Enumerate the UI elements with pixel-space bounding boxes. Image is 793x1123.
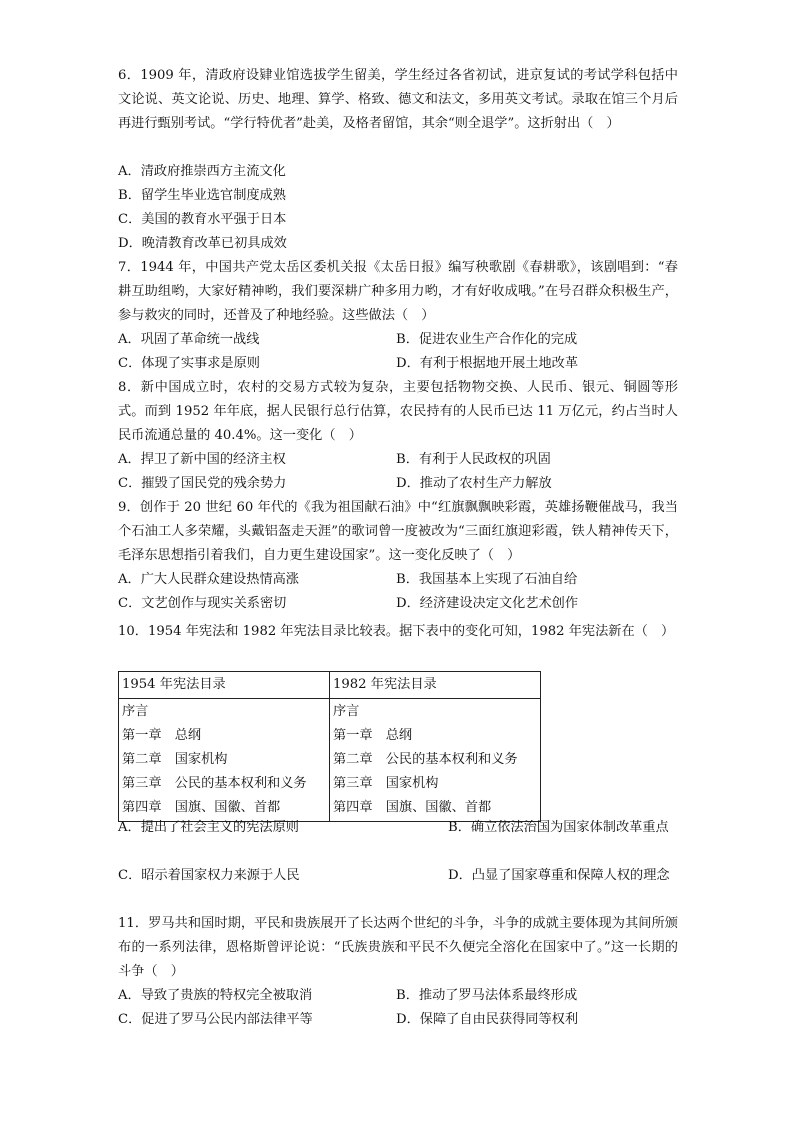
- table-line: 第三章 公民的基本权利和义务: [122, 776, 307, 791]
- question-8-stem: 8．新中国成立时，农村的交易方式较为复杂，主要包括物物交换、人民币、银元、铜圆等形式。而到 1952 年年底，据人民银行总行估算，农民持有的人民币已达 11 万亿元，约占当时人民币流通总量的 40.4%。这一变化（ ）: [118, 380, 678, 443]
- option-d: D．保障了自由民获得同等权利: [396, 1012, 579, 1027]
- option-c: C．促进了罗马公民内部法律平等: [118, 1012, 313, 1027]
- option-a: A．导致了贵族的特权完全被取消: [118, 988, 313, 1003]
- option-d: D．经济建设决定文化艺术创作: [396, 596, 579, 611]
- table-header-row: [119, 672, 541, 699]
- question-10-stem: 10．1954 年宪法和 1982 年宪法目录比较表。据下表中的变化可知，1982 年宪法新在（ ）: [118, 624, 675, 639]
- option-a: A．广大人民群众建设热情高涨: [118, 572, 299, 587]
- option-b: B．有利于人民政权的巩固: [396, 452, 551, 467]
- option-d: D．推动了农村生产力解放: [396, 476, 552, 491]
- question-7-stem: 7．1944 年，中国共产党太岳区委机关报《太岳日报》编写秧歌剧《春耕歌》，该剧唱到：“春耕互助组哟，大家好精神哟，我们要深耕广种多用力哟，才有好收成哦。”在号召群众积极生产，参与救灾的同时，还普及了种地经验。这些做法（ ）: [118, 260, 678, 323]
- table-line: 第一章 总纲: [333, 728, 413, 743]
- table-line: 第一章 总纲: [122, 728, 202, 743]
- option-a: A．提出了社会主义的宪法原则: [118, 820, 299, 835]
- option-a: A．巩固了革命统一战线: [118, 332, 260, 347]
- table-body-row: [119, 699, 541, 822]
- table-line: 序言: [122, 704, 149, 719]
- question-8-options: [118, 448, 678, 496]
- question-6-options: [118, 160, 678, 256]
- option-b: B．促进农业生产合作化的完成: [396, 332, 578, 347]
- table-line: 第二章 国家机构: [122, 752, 228, 767]
- table-line: 序言: [333, 704, 360, 719]
- question-7-options: [118, 328, 678, 376]
- option-b: B．推动了罗马法体系最终形成: [396, 988, 578, 1003]
- option-c: C．美国的教育水平强于日本: [118, 212, 287, 227]
- option-a: A．清政府推崇西方主流文化: [118, 164, 286, 179]
- question-11-stem: 11．罗马共和国时期，平民和贵族展开了长达两个世纪的斗争，斗争的成就主要体现为其间所颁布的一系列法律，恩格斯曾评论说：“氏族贵族和平民不久便完全溶化在国家中了。”这一长期的斗争（ ）: [118, 916, 678, 979]
- option-d: D．凸显了国家尊重和保障人权的理念: [448, 868, 670, 883]
- constitution-comparison-table: [118, 671, 541, 822]
- table-line: 第二章 公民的基本权利和义务: [333, 752, 518, 767]
- question-6-stem: 6．1909 年，清政府设肄业馆选拔学生留美，学生经过各省初试，进京复试的考试学科包括中文论说、英文论说、历史、地理、算学、格致、德文和法文，多用英文考试。录取在馆三个月后再进行甄别考试。“学行特优者”赴美，及格者留馆，其余“则全退学”。这折射出（ ）: [118, 68, 678, 131]
- option-d: D．晚清教育改革已初具成效: [118, 236, 287, 251]
- table-line: 第四章 国旗、国徽、首都: [333, 800, 492, 815]
- option-b: B．确立依法治国为国家体制改革重点: [448, 820, 669, 835]
- option-c: C．昭示着国家权力来源于人民: [118, 868, 300, 883]
- option-c: C．体现了实事求是原则: [118, 356, 260, 371]
- option-b: B．我国基本上实现了石油自给: [396, 572, 578, 587]
- table-header-1982: 1982 年宪法目录: [330, 672, 541, 699]
- option-c: C．文艺创作与现实关系密切: [118, 596, 287, 611]
- question-9-options: [118, 568, 678, 616]
- question-9-stem: 9．创作于 20 世纪 60 年代的《我为祖国献石油》中“红旗飘飘映彩霞，英雄扬鞭催战马，我当个石油工人多荣耀，头戴铝盔走天涯”的歌词曾一度被改为“三面红旗迎彩霞，铁人精神传天下，毛泽东思想指引着我们，自力更生建设国家”。这一变化反映了（ ）: [118, 500, 678, 563]
- table-header-1954: 1954 年宪法目录: [119, 672, 330, 699]
- option-c: C．摧毁了国民党的残余势力: [118, 476, 287, 491]
- table-cell-1954: [119, 699, 330, 822]
- option-d: D．有利于根据地开展土地改革: [396, 356, 579, 371]
- option-a: A．捍卫了新中国的经济主权: [118, 452, 286, 467]
- table-line: 第四章 国旗、国徽、首都: [122, 800, 281, 815]
- question-11-options: [118, 984, 678, 1032]
- table-line: 第三章 国家机构: [333, 776, 439, 791]
- option-b: B．留学生毕业选官制度成熟: [118, 188, 286, 203]
- table-cell-1982: [330, 699, 541, 822]
